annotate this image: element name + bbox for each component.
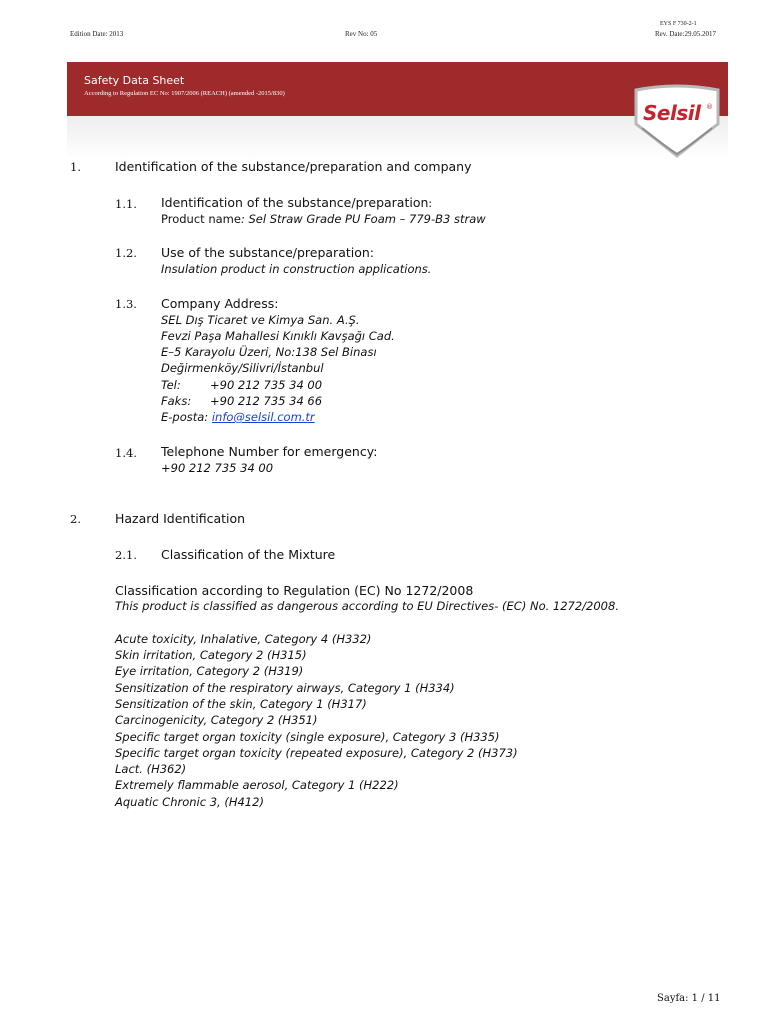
banner-shade [67,116,728,160]
section-1-4-number: 1.4. [115,446,137,460]
logo-wordmark: Selsil [643,101,701,125]
section-1-1-number: 1.1. [115,197,137,211]
hazard-item: Sensitization of the skin, Category 1 (H317) [115,697,367,711]
section-1-4-title: Telephone Number for emergency: [161,444,378,459]
hazard-item: Aquatic Chronic 3, (H412) [115,795,264,809]
page-number: Sayfa: 1 / 11 [657,993,721,1004]
banner-subtitle: According to Regulation EC No: 1907/2006 (REACH) (amended -2015/830) [84,90,285,97]
emergency-phone: +90 212 735 34 00 [161,461,274,475]
hazard-item: Extremely flammable aerosol, Category 1 (H222) [115,778,399,792]
address-line: E–5 Karayolu Üzeri, No:138 Sel Binası [161,345,377,359]
product-name-value: : Sel Straw Grade PU Foam – 779-B3 straw [240,212,486,226]
regulation-title: Classification according to Regulation (EC) No 1272/2008 [115,583,474,598]
section-1-1-title-text: Identification of the substance/preparation [161,195,429,210]
hazard-item: Specific target organ toxicity (repeated exposure), Category 2 (H373) [115,746,518,760]
address-line: Değirmenköy/Silivri/İstanbul [161,361,324,375]
section-1-3-title: Company Address: [161,296,279,311]
email-row [161,410,315,424]
hazard-item: Specific target organ toxicity (single exposure), Category 3 (H335) [115,730,500,744]
tel-value: +90 212 735 34 00 [210,378,323,392]
logo-registered-mark: ® [706,103,713,111]
hazard-item: Lact. (H362) [115,762,187,776]
section-1-title: Identification of the substance/preparation and company [115,159,472,174]
fax-label: Faks: [161,394,192,408]
product-name-label: Product name [161,212,241,226]
product-name [161,212,486,226]
regulation-statement: This product is classified as dangerous according to EU Directives- (EC) No. 1272/2008. [115,599,619,613]
section-1-number: 1. [70,160,81,174]
section-2-number: 2. [70,512,81,526]
section-2-1-title: Classification of the Mixture [161,547,336,562]
hazard-item: Sensitization of the respiratory airways, Category 1 (H334) [115,681,455,695]
title-banner [67,62,728,116]
hazard-item: Carcinogenicity, Category 2 (H351) [115,713,318,727]
substance-use: Insulation product in construction applications. [161,262,432,276]
section-1-1-title-colon: : [428,197,433,210]
hazard-item: Acute toxicity, Inhalative, Category 4 (H332) [115,632,372,646]
hazard-item: Eye irritation, Category 2 (H319) [115,664,304,678]
section-1-1-title [161,195,432,210]
tel-label: Tel: [161,378,181,392]
fax-value: +90 212 735 34 66 [210,394,323,408]
edition-date: Edition Date: 2013 [70,30,124,38]
address-line: SEL Dış Ticaret ve Kimya San. A.Ş. [161,313,360,327]
address-line: Fevzi Paşa Mahallesi Kınıklı Kavşağı Cad. [161,329,395,343]
hazard-item: Skin irritation, Category 2 (H315) [115,648,307,662]
section-1-2-number: 1.2. [115,246,137,260]
banner-title: Safety Data Sheet [84,74,185,87]
email-link[interactable]: info@selsil.com.tr [211,410,315,424]
section-2-1-number: 2.1. [115,548,137,562]
section-1-3-number: 1.3. [115,297,137,311]
section-1-2-title: Use of the substance/preparation: [161,245,375,260]
revision-number: Rev No: 05 [345,30,378,38]
section-2-title: Hazard Identification [115,511,246,526]
revision-date: Rev. Date:29.05.2017 [655,30,716,38]
doc-code: EYS F 730-2-1 [660,21,697,27]
email-label: E-posta: [161,410,209,424]
